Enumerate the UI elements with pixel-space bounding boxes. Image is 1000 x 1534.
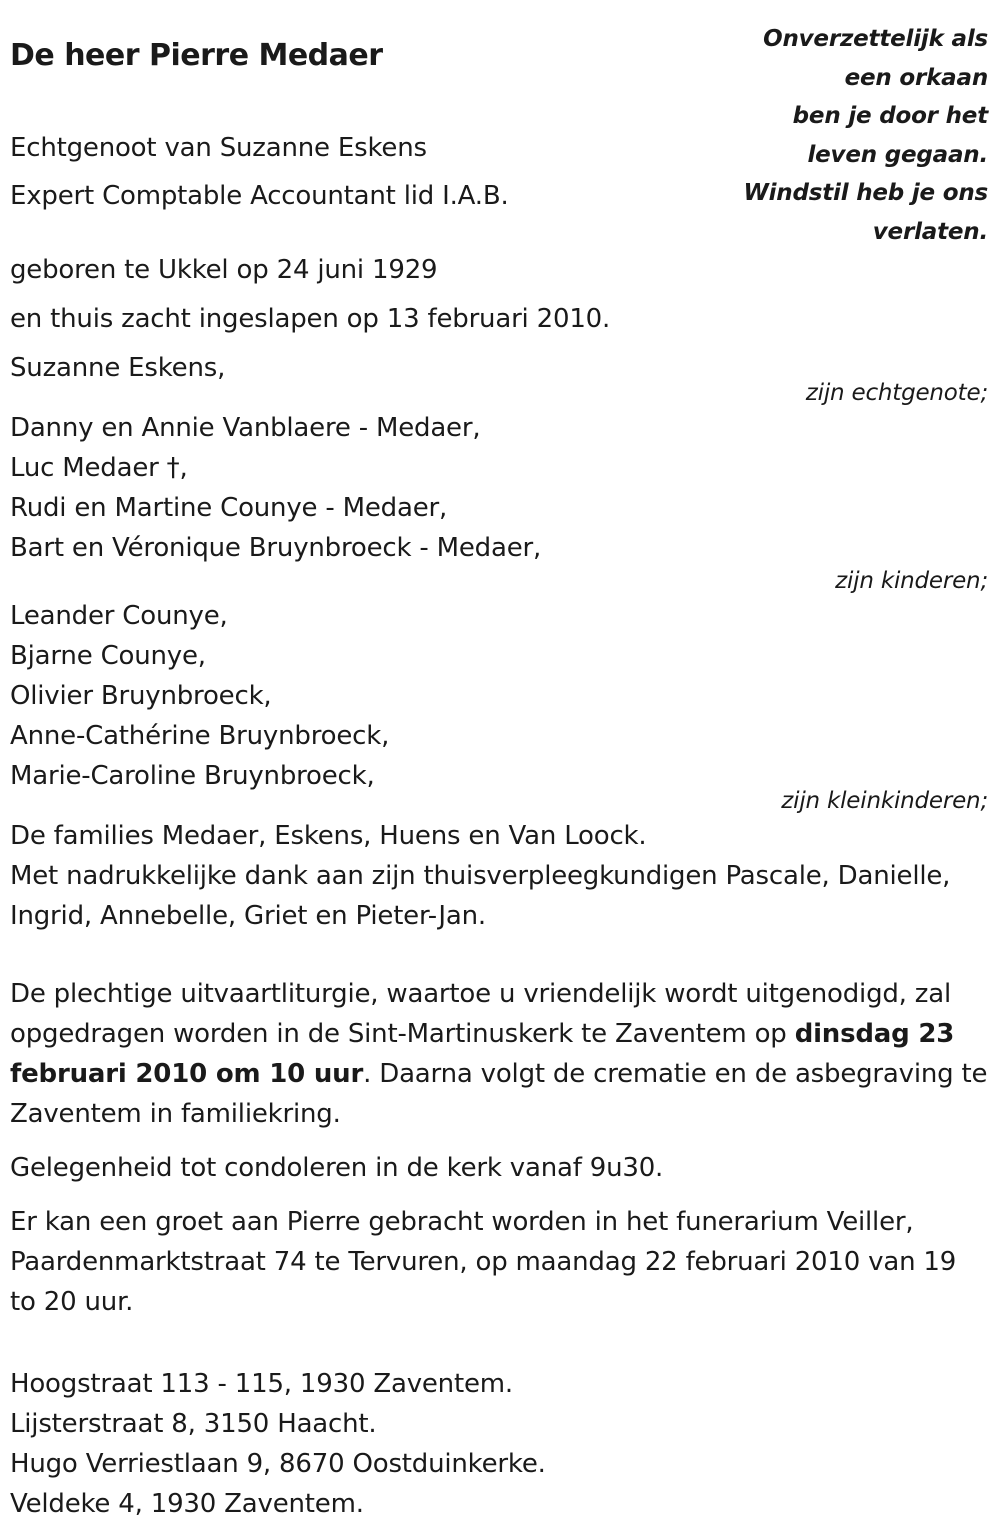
- condolence-line: Gelegenheid tot condoleren in de kerk vanaf 9u30.: [10, 1153, 664, 1183]
- visitation-paragraph: [10, 1202, 988, 1322]
- service-line: De plechtige uitvaartliturgie, waartoe u vriendelijk wordt uitgenodigd, zal: [10, 979, 952, 1009]
- poem-line: Windstil heb je ons: [743, 180, 988, 206]
- grandchild-name: Olivier Bruynbroeck,: [10, 681, 272, 711]
- address-line: Hugo Verriestlaan 9, 8670 Oostduinkerke.: [10, 1449, 546, 1479]
- children-role-label: zijn kinderen;: [835, 568, 988, 594]
- address-line: Veldeke 4, 1930 Zaventem.: [10, 1489, 364, 1519]
- child-name: Danny en Annie Vanblaere - Medaer,: [10, 413, 481, 443]
- families-line: De families Medaer, Eskens, Huens en Van Loock.: [10, 821, 647, 851]
- grandchild-name: Bjarne Counye,: [10, 641, 206, 671]
- address-line: Hoogstraat 113 - 115, 1930 Zaventem.: [10, 1369, 513, 1399]
- visitation-line: to 20 uur.: [10, 1287, 134, 1317]
- thanks-line: Met nadrukkelijke dank aan zijn thuisverpleegkundigen Pascale, Danielle,: [10, 861, 951, 891]
- grandchild-name: Leander Counye,: [10, 601, 228, 631]
- child-name: Rudi en Martine Counye - Medaer,: [10, 493, 448, 523]
- poem-line: ben je door het: [792, 103, 988, 129]
- birth-line: geboren te Ukkel op 24 juni 1929: [10, 255, 438, 285]
- poem-line: leven gegaan.: [807, 141, 988, 168]
- grandchild-name: Marie-Caroline Bruynbroeck,: [10, 761, 375, 791]
- grandchild-name: Anne-Cathérine Bruynbroeck,: [10, 721, 390, 751]
- service-date-bold: dinsdag 23: [794, 1019, 955, 1049]
- profession-line: Expert Comptable Accountant lid I.A.B.: [10, 181, 509, 211]
- service-line: [10, 1014, 988, 1054]
- poem-block: [743, 20, 988, 251]
- service-text: opgedragen worden in de Sint-Martinuskerk te Zaventem op: [10, 1019, 795, 1049]
- address-list: [10, 1364, 988, 1524]
- grandchildren-role-label: zijn kleinkinderen;: [781, 788, 988, 814]
- service-line: [10, 1054, 988, 1094]
- service-text: . Daarna volgt de crematie en de asbegraving te: [363, 1059, 988, 1089]
- spouse-intro-line: Echtgenoot van Suzanne Eskens: [10, 133, 427, 163]
- service-paragraph: [10, 974, 988, 1134]
- children-list: [10, 408, 988, 568]
- death-line: en thuis zacht ingeslapen op 13 februari 2010.: [10, 304, 611, 334]
- service-date-bold: februari 2010 om 10 uur: [10, 1059, 364, 1089]
- deceased-name-title: De heer Pierre Medaer: [10, 38, 383, 73]
- address-line: Lijsterstraat 8, 3150 Haacht.: [10, 1409, 377, 1439]
- service-line: Zaventem in familiekring.: [10, 1099, 341, 1129]
- grandchildren-list: [10, 596, 988, 796]
- poem-line: een orkaan: [844, 64, 988, 91]
- spouse-name: Suzanne Eskens,: [10, 353, 226, 383]
- thanks-line: Ingrid, Annebelle, Griet en Pieter-Jan.: [10, 901, 486, 931]
- child-name: Bart en Véronique Bruynbroeck - Medaer,: [10, 533, 542, 563]
- poem-line: verlaten.: [872, 218, 988, 245]
- visitation-line: Paardenmarktstraat 74 te Tervuren, op maandag 22 februari 2010 van 19: [10, 1247, 957, 1277]
- visitation-line: Er kan een groet aan Pierre gebracht worden in het funerarium Veiller,: [10, 1207, 914, 1237]
- thanks-paragraph: [10, 856, 988, 936]
- child-name: Luc Medaer †,: [10, 453, 188, 483]
- poem-line: Onverzettelijk als: [763, 26, 988, 52]
- spouse-role-label: zijn echtgenote;: [805, 380, 988, 406]
